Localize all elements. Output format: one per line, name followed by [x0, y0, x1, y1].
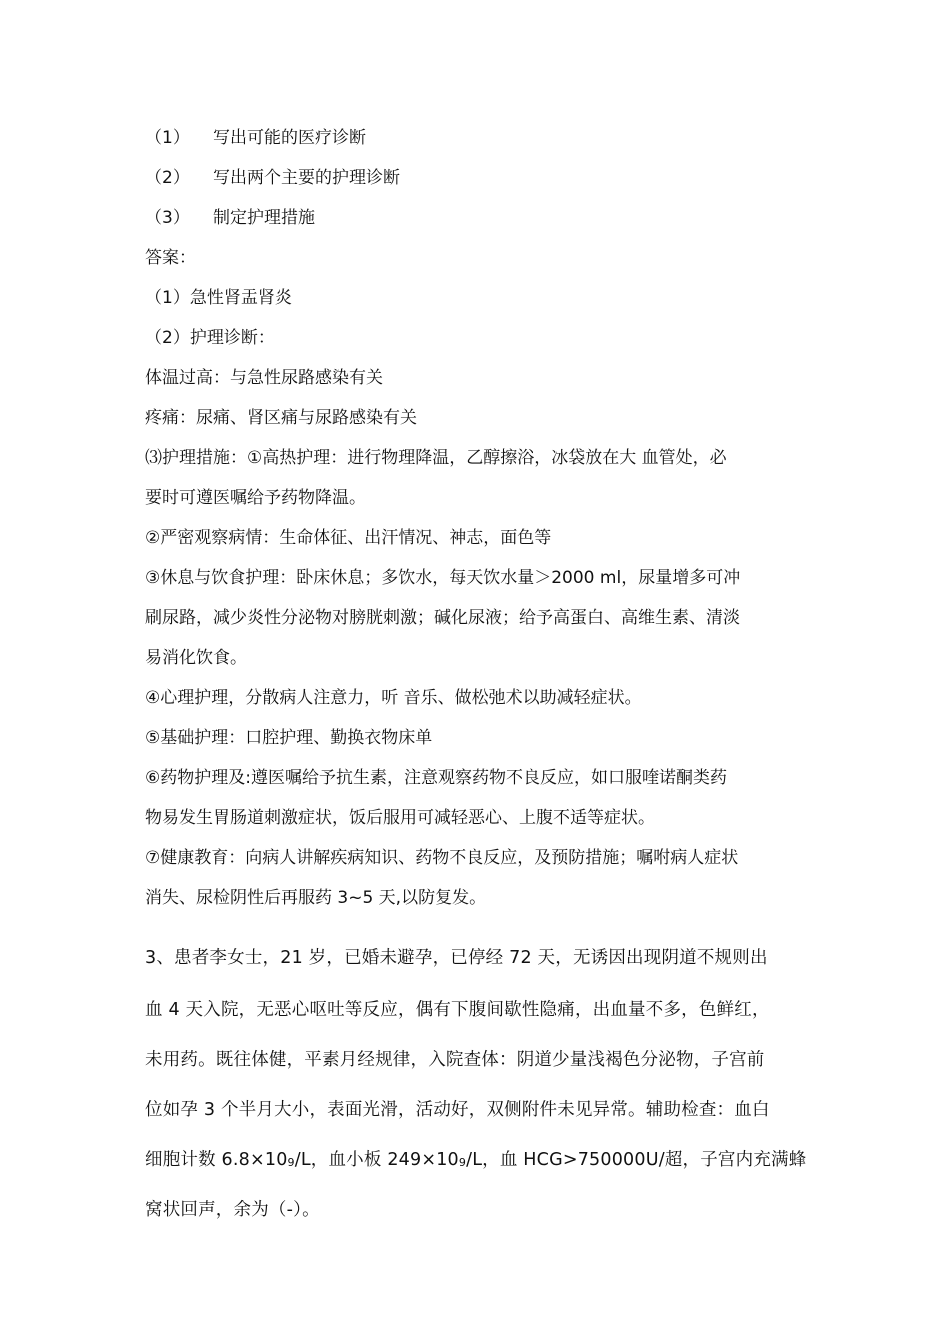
- answer-line: 易消化饮食。: [145, 648, 247, 668]
- question-number: （3）: [145, 208, 190, 228]
- answer-line: （2）护理诊断：: [145, 328, 275, 348]
- answer-line: ⑥药物护理及:遵医嘱给予抗生素，注意观察药物不良反应，如口服喹诺酮类药: [145, 768, 727, 788]
- subscript: 9: [287, 1156, 295, 1169]
- answer-heading: 答案：: [145, 248, 196, 268]
- case-line-lab-values: [145, 1148, 806, 1175]
- answer-line: 要时可遵医嘱给予药物降温。: [145, 488, 366, 508]
- answer-line: 消失、尿检阴性后再服药 3~5 天,以防复发。: [145, 888, 487, 908]
- question-number: （1）: [145, 128, 190, 148]
- case-text: 细胞计数 6.8×10: [145, 1150, 288, 1170]
- question-text: 写出两个主要的护理诊断: [213, 168, 400, 188]
- case-line: 窝状回声，余为（-）。: [145, 1200, 320, 1220]
- answer-line: 刷尿路，减少炎性分泌物对膀胱刺激；碱化尿液；给予高蛋白、高维生素、清淡: [145, 608, 740, 628]
- answer-line: ⑦健康教育：向病人讲解疾病知识、药物不良反应，及预防措施；嘱咐病人症状: [145, 848, 739, 868]
- answer-line: ④心理护理，分散病人注意力，听 音乐、做松弛术以助减轻症状。: [145, 688, 642, 708]
- answer-line: （1）急性肾盂肾炎: [145, 288, 292, 308]
- case-line: 3、患者李女士，21 岁，已婚未避孕，已停经 72 天，无诱因出现阴道不规则出: [145, 948, 768, 968]
- answer-line: ③休息与饮食护理：卧床休息；多饮水，每天饮水量＞2000 ml，尿量增多可冲: [145, 568, 741, 588]
- case-text: /L，血小板 249×10: [294, 1150, 459, 1170]
- answer-line: ⑤基础护理：口腔护理、勤换衣物床单: [145, 728, 433, 748]
- question-text: 制定护理措施: [213, 208, 315, 228]
- answer-line: 体温过高：与急性尿路感染有关: [145, 368, 383, 388]
- case-text: /L，血 HCG>750000U/超，子宫内充满蜂: [466, 1150, 807, 1170]
- question-text: 写出可能的医疗诊断: [213, 128, 366, 148]
- answer-line: ②严密观察病情：生命体征、出汗情况、神志，面色等: [145, 528, 552, 548]
- question-1: [145, 126, 366, 150]
- case-line: 位如孕 3 个半月大小，表面光滑，活动好，双侧附件未见异常。辅助检查：血白: [145, 1100, 770, 1120]
- question-number: （2）: [145, 168, 190, 188]
- answer-line: 物易发生胃肠道刺激症状，饭后服用可减轻恶心、上腹不适等症状。: [145, 808, 655, 828]
- question-3: [145, 206, 315, 230]
- subscript: 9: [458, 1156, 467, 1169]
- answer-line: 疼痛：尿痛、肾区痛与尿路感染有关: [145, 408, 417, 428]
- answer-line: ⑶护理措施：①高热护理：进行物理降温，乙醇擦浴，冰袋放在大 血管处，必: [145, 448, 727, 468]
- case-line: 血 4 天入院，无恶心呕吐等反应，偶有下腹间歇性隐痛，出血量不多，色鲜红，: [145, 1000, 770, 1020]
- question-2: [145, 166, 400, 190]
- case-line: 未用药。既往体健，平素月经规律，入院查体：阴道少量浅褐色分泌物，子宫前: [145, 1050, 765, 1070]
